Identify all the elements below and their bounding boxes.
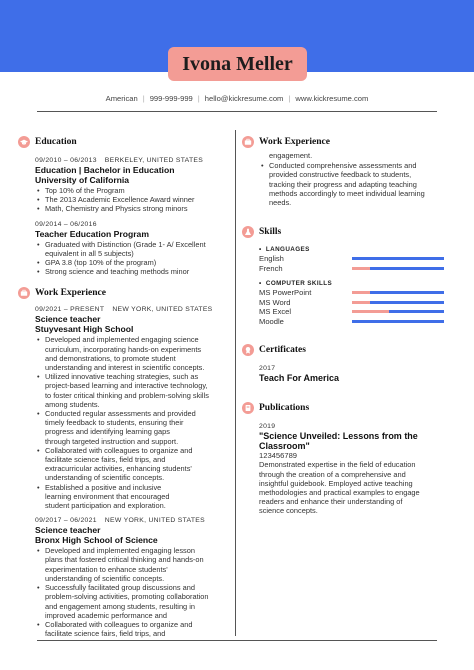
section-title: Certificates [259,344,306,355]
skill-bar [352,257,444,260]
certificate-icon [242,344,254,356]
line: understanding of scientific concepts. [45,473,165,483]
bullet-list [35,186,228,214]
skill-row [259,307,454,317]
line: Utilized innovative teaching strategies, such as [45,372,199,382]
line: facilitate science fairs, field trips, and [45,455,166,465]
bullet-list [259,161,454,207]
list-item [35,620,228,638]
line: Developed and implemented engaging science [45,335,199,345]
label-text: COMPUTER SKILLS [265,280,333,288]
briefcase-icon [242,136,254,148]
certificate-name: Teach For America [259,373,340,384]
work-heading-continued [242,134,454,149]
nationality: American [105,94,138,103]
bottom-divider [37,640,437,641]
skills-heading [242,224,454,239]
line: methods accordingly to meet individual learning [269,188,425,198]
skill-name: English [259,254,284,264]
line: through targeted instruction and support. [45,436,179,446]
list-item [35,409,228,446]
certificate-entry [259,364,454,383]
work-continued [259,151,454,207]
list-item [35,446,228,483]
list-item [259,161,454,207]
work-entry [35,516,228,638]
skill-row [259,317,454,327]
line: Successfully facilitated group discussions and [45,583,195,593]
entry-dates: 09/2014 – 06/2016 [35,220,97,228]
name-banner [168,47,307,81]
line: progress and identifying learning gaps [45,427,170,437]
skill-bar-fill [370,267,444,270]
entry-dates: 09/2017 – 06/2021 [35,517,97,525]
list-item [35,372,228,409]
languages-label: • LANGUAGES [259,246,310,254]
line: Graduated with Distinction (Grade 1- A/ Excellent [45,239,206,249]
line: tracking their progress and adapting teaching [269,179,417,189]
education-entry [35,220,228,277]
list-item: • GPA 3.8 (top 10% of the program) [35,258,228,267]
list-item [35,483,228,511]
line: extracurricular activities, enhancing students' [45,464,192,474]
list-item: • The 2013 Academic Excellence Award winner [35,195,228,204]
entry-title: Teacher Education Program [35,228,149,239]
line: equivalent in all 5 subjects) [45,248,134,258]
entry-meta [35,305,228,314]
entry-title: Science teacher [35,525,101,536]
line: Collaborated with colleagues to organize and [45,445,193,455]
line: needs. [269,198,292,208]
line: science concepts. [259,506,318,516]
computer-skills-label: • COMPUTER SKILLS [259,280,333,288]
line: Conducted regular assessments and provided [45,409,196,419]
skill-bar-fill [352,320,444,323]
entry-meta [35,516,228,525]
skill-name: MS Excel [259,307,292,317]
phone: 999-999-999 [149,94,193,103]
continued-line: engagement. [269,151,313,160]
entry-organization: University of California [35,175,130,185]
skill-row [259,264,454,274]
separator: | [142,94,145,103]
top-divider [37,111,437,112]
line: Developed and implemented engaging lesson [45,546,195,556]
skill-row [259,298,454,308]
email-link[interactable]: hello@kickresume.com [204,94,284,103]
separator: | [197,94,200,103]
bullet-list [35,546,228,638]
entry-location: NEW YORK, UNITED STATES [104,517,205,525]
line: facilitate science fairs, field trips, and [45,629,166,639]
section-title: Education [35,136,77,147]
list-item [35,335,228,372]
line: curriculum, incorporating hands-on experiments [45,344,202,354]
section-title: Work Experience [35,287,106,298]
entry-dates: 09/2010 – 06/2013 [35,157,97,164]
book-icon [242,402,254,414]
certificates-heading [242,342,454,357]
skill-bar-fill [370,301,444,304]
label-text: LANGUAGES [265,246,310,254]
entry-organization: Bronx High School of Science [35,535,158,546]
entry-location: BERKELEY, UNITED STATES [104,157,204,164]
skill-bar [352,320,444,323]
certificate-year: 2017 [259,365,276,373]
bullet-list [35,335,228,510]
skill-bar [352,310,444,313]
line: and demonstrations, to promote student [45,353,176,363]
list-item: • Strong science and teaching methods minor [35,267,228,276]
publication-isbn: 123456789 [259,451,298,461]
line: problem-solving activities, promoting collaboration [45,592,209,602]
separator: | [288,94,291,103]
graduation-cap-icon [18,136,30,148]
line: project-based learning and interactive technology, [45,381,208,391]
skill-bar [352,291,444,294]
entry-title: Education | Bachelor in Education [35,165,175,175]
right-column [242,134,454,516]
publication-title: "Science Unveiled: Lessons from the Classroom" [259,431,418,452]
line: plans that fostered critical thinking and hands-on [45,555,204,565]
education-entry [35,156,228,214]
skill-bar [352,267,444,270]
line: timely feedback to students, ensuring their [45,418,184,428]
line: readers and enhance their understanding of [259,497,403,507]
line: insightful guidebook. Employed active teaching [259,478,413,488]
line: improved academic performance and [45,610,168,620]
line: Collaborated with colleagues to organize and [45,619,193,629]
line: to foster critical thinking and problem-solving skills [45,390,209,400]
line: understanding of scientific concepts. [45,573,165,583]
list-item: • Math, Chemistry and Physics strong minors [35,204,228,213]
education-heading [18,134,228,149]
entry-organization: Stuyvesant High School [35,324,134,335]
section-title: Work Experience [259,136,330,147]
skill-name: French [259,263,283,273]
line: student participation and exploration. [45,501,166,511]
website-link[interactable]: www.kickresume.com [295,94,369,103]
line: understanding and interest in scientific concepts. [45,363,205,373]
section-title: Publications [259,402,310,413]
entry-title: Science teacher [35,314,101,325]
work-heading [18,285,228,300]
skills-block [259,245,454,326]
list-item [35,546,228,583]
entry-dates: 09/2021 – PRESENT [35,306,105,314]
line: provided constructive feedback to students, [269,170,412,180]
contact-line [0,94,474,103]
line: through the creation of a comprehensive and [259,469,406,479]
list-item: • Top 10% of the Program [35,186,228,195]
applicant-name: Ivona Meller [182,52,293,75]
entry-meta [35,220,228,229]
skill-row [259,288,454,298]
work-entry [35,305,228,510]
entry-meta [35,156,228,165]
skill-bar [352,301,444,304]
entry-location: NEW YORK, UNITED STATES [112,306,213,314]
publication-description [259,460,454,515]
line: experimentation to enhance students' [45,564,168,574]
skill-bar-fill [370,291,444,294]
skill-name: MS Word [259,297,291,307]
line: Demonstrated expertise in the field of education [259,460,416,470]
line: among students. [45,399,100,409]
line: Conducted comprehensive assessments and [269,161,417,171]
left-column [18,134,228,638]
bullet-list [35,240,228,277]
section-title: Skills [259,226,282,237]
line: methodologies and practical examples to engage [259,488,420,498]
column-divider [235,130,236,636]
skill-name: Moodle [259,316,284,326]
flask-icon [242,226,254,238]
skill-bar-fill [352,257,444,260]
list-item [35,583,228,620]
publications-heading [242,400,454,415]
skill-bar-fill [389,310,444,313]
skill-name: MS PowerPoint [259,288,312,298]
line: Established a positive and inclusive [45,482,162,492]
publication-year: 2019 [259,423,276,431]
skill-row [259,254,454,264]
line: learning environment that encouraged [45,491,170,501]
line: and engagement among students, resulting in [45,601,195,611]
publication-entry [259,422,454,515]
briefcase-icon [18,287,30,299]
list-item [35,240,228,258]
